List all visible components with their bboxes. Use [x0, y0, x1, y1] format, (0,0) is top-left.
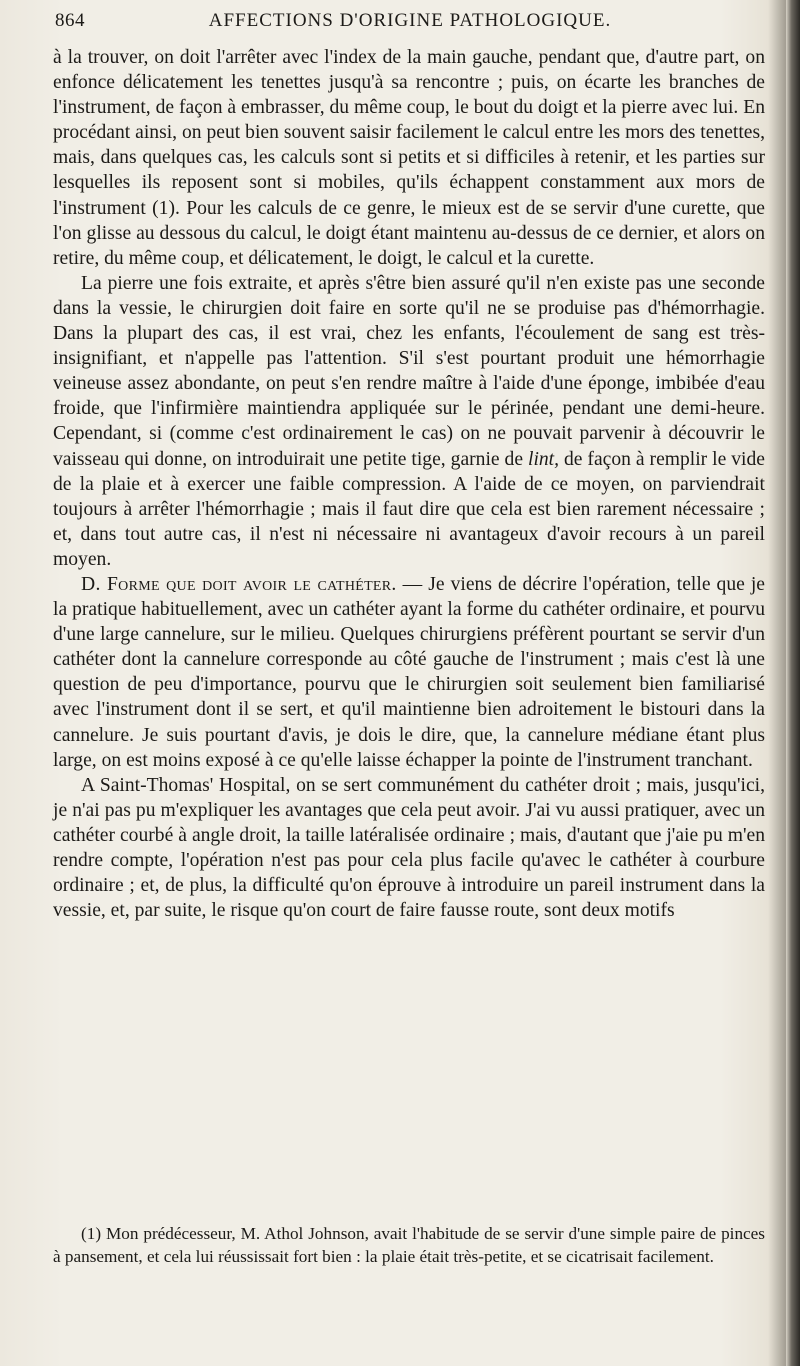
- running-title: AFFECTIONS D'ORIGINE PATHOLOGIQUE.: [208, 10, 612, 31]
- main-text: [53, 45, 765, 923]
- paragraph-1: à la trouver, on doit l'arrêter avec l'index de la main gauche, pendant que, d'autre part, on enfonce délicatement les tenettes jusqu'à sa rencontre ; puis, on écarte les branches de l'instrument, de façon à embrasser, du même coup, le bout du doigt et la pierre avec lui. En procédant ainsi, on peut bien souvent saisir facilement le calcul entre les mors des tenettes, mais, dans quelques cas, les calculs sont si petits et si difficiles à retenir, et les parties sur lesquelles ils reposent sont si mobiles, qu'ils échappent constamment aux mors de l'instrument (1). Pour les calculs de ce genre, le mieux est de se servir d'une curette, que l'on glisse au dessous du calcul, le doigt étant maintenu au-dessus de ce dernier, et alors on retire, du même coup, et délicatement, le doigt, le calcul et la curette.: [53, 47, 765, 269]
- page-header: [55, 10, 765, 40]
- paragraph-2-italic: lint,: [528, 448, 560, 470]
- footnote-text: (1) Mon prédécesseur, M. Athol Johnson, avait l'habitude de se servir d'une simple paire de pinces à pansement, et cela lui réussissait fort bien : la plaie était très-petite, et se cicatrisait facilement.: [53, 1224, 765, 1266]
- paragraph-4: A Saint-Thomas' Hospital, on se sert communément du cathéter droit ; mais, jusqu'ici, je n'ai pas pu m'expliquer les avantages que cela peut avoir. J'ai vu aussi pratiquer, avec un cathéter courbé à angle droit, la taille latéralisée ordinaire ; mais, d'autant que j'aie pu m'en rendre compte, l'opération n'est pas pour cela plus facile qu'avec le cathéter à courbure ordinaire ; et, de plus, la difficulté qu'on éprouve à introduire un pareil instrument dans la vessie, et, par suite, le risque qu'on court de faire fausse route, sont deux motifs: [53, 774, 765, 922]
- paragraph-3-text: — Je viens de décrire l'opération, telle que je la pratique habituellement, avec un cathéter ayant la forme du cathéter ordinaire, et pourvu d'une large cannelure, sur le milieu. Quelques chirurgiens préfèrent pourtant se servir d'un cathéter dont la cannelure corresponde au côté gauche de l'instrument ; mais c'est là une question de peu d'importance, pourvu que le chirurgien soit seulement bien familiarisé avec l'instrument dont il se sert, et qu'il maintienne bien adroitement le bistouri dans la cannelure. Je suis pourtant d'avis, je dois le dire, que, la cannelure médiane étant plus large, on est moins exposé à ce qu'elle laisse échapper la pointe de l'instrument tranchant.: [53, 573, 765, 771]
- section-heading: D. Forme que doit avoir le cathéter.: [81, 573, 397, 595]
- paragraph-3: [53, 572, 765, 773]
- paragraph-2-text-a: La pierre une fois extraite, et après s'être bien assuré qu'il n'en existe pas une seconde dans la vessie, le chirurgien doit faire en sorte qu'il ne se produise pas d'hémorrhagie. Dans la plupart des cas, il est vrai, chez les enfants, l'écoulement de sang est très-insignifiant, et n'appelle pas l'attention. S'il s'est pourtant produit une hémorrhagie veineuse assez abondante, on peut s'en rendre maître à l'aide d'une éponge, imbibée d'eau froide, que l'infirmière maintiendra appliquée sur le périnée, pendant une demi-heure. Cependant, si (comme c'est ordinairement le cas) on ne pouvait parvenir à découvrir le vaisseau qui donne, on introduirait une petite tige, garnie de: [53, 272, 765, 470]
- footnote: [53, 1223, 765, 1268]
- page-number: 864: [55, 10, 85, 31]
- paragraph-2-text-b: de façon à remplir le vide de la plaie et à exercer une faible compression. A l'aide de ce moyen, on parviendrait toujours à arrêter l'hémorrhagie ; mais il faut dire que cela est bien rarement nécessaire ; et, dans tout autre cas, il n'est ni nécessaire ni avantageux d'avoir recours à un pareil moyen.: [53, 448, 765, 570]
- page-edge-shadow: [786, 0, 800, 1366]
- paragraph-2: [53, 271, 765, 572]
